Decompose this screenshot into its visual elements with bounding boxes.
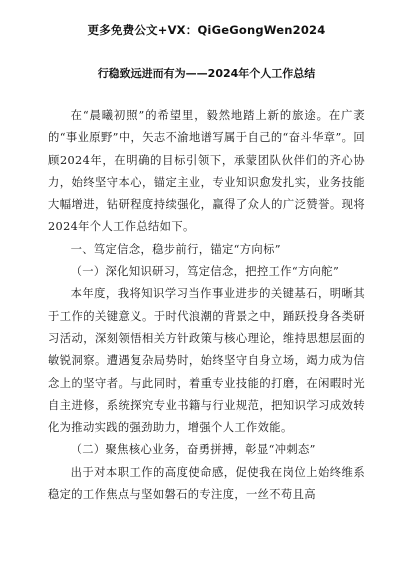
subsection-heading-2: （二）聚焦核心业务，奋勇拼搏，彰显“冲刺态” (70, 443, 316, 457)
document-body (48, 105, 365, 506)
intro-paragraph: 在“晨曦初照”的希望里，毅然地踏上新的旅途。在广袤的“事业原野”中，矢志不渝地谱写属于自己的“奋斗华章”。回顾2024年，在明确的目标引领下，承蒙团队伙伴们的齐心协力，始终坚守本心，锚定主业，专业知识愈发扎实，业务技能大幅增进，钻研程度持续强化，赢得了众人的广泛赞誉。现将2024年个人工作总结如下。 (48, 109, 365, 234)
body-paragraph-3: 出于对本职工作的高度使命感，促使我在岗位上始终维系稳定的工作焦点与坚如磐石的专注度，一丝不苟且高 (48, 465, 365, 502)
watermark-header: 更多免费公文+VX：QiGeGongWen2024 (87, 23, 326, 37)
subsection-heading-1: （一）深化知识研习，笃定信念，把控工作“方向舵” (70, 265, 340, 279)
body-paragraph-2: 本年度，我将知识学习当作事业进步的关键基石，明晰其于工作的关键意义。于时代浪潮的背景之中，踊跃投身各类研习活动，深刻领悟相关方针政策与核心理论，维持思想层面的敏锐洞察。遭遇复杂局势时，始终坚守自身立场，竭力成为信念上的坚守者。与此同时，着重专业技能的打磨，在闲暇时光自主进修，系统探究专业书籍与行业规范，把知识学习成效转化为推动实践的强劲助力，增强个人工作效能。 (48, 287, 365, 435)
section-heading-1: 一、笃定信念，稳步前行，锚定“方向标” (70, 242, 281, 256)
document-title: 行稳致远进而有为——2024年个人工作总结 (97, 67, 316, 80)
